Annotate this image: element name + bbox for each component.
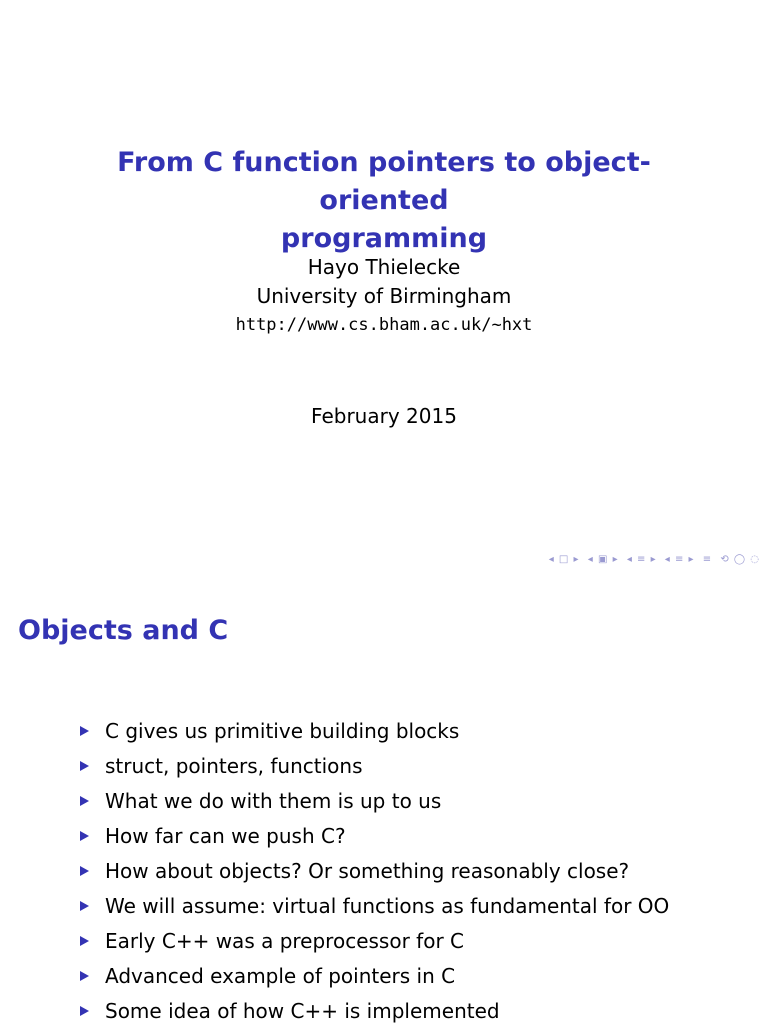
frame-title: Objects and C — [18, 615, 229, 647]
presentation-date: February 2015 — [311, 404, 457, 428]
bullet-item — [80, 958, 669, 993]
bullet-item — [80, 993, 669, 1024]
bullet-text: struct, pointers, functions — [105, 753, 363, 778]
author-url: http://www.cs.bham.ac.uk/~hxt — [235, 315, 533, 335]
bullet-text: How far can we push C? — [105, 823, 346, 848]
presentation-title — [70, 144, 698, 258]
outline-icon[interactable]: ≡ — [702, 554, 713, 565]
bullet-item — [80, 713, 669, 748]
bullet-text: What we do with them is up to us — [105, 788, 442, 813]
triangle-bullet-icon — [80, 796, 89, 806]
subsection-navigation-icon[interactable]: ◂ ≡ ▸ — [626, 554, 657, 565]
bullet-text: We will assume: virtual functions as fundamental for OO — [105, 893, 670, 918]
author-information — [0, 253, 768, 340]
section-navigation-icon[interactable]: ◂ ▣ ▸ — [587, 554, 619, 565]
triangle-bullet-icon — [80, 1006, 89, 1016]
objects-and-c-slide — [0, 576, 768, 1024]
bullet-item — [80, 783, 669, 818]
bullet-item — [80, 923, 669, 958]
institution-name: University of Birmingham — [256, 284, 512, 308]
triangle-bullet-icon — [80, 936, 89, 946]
title-line-one: From C function pointers to object-oriented — [117, 147, 651, 217]
bullet-item — [80, 748, 669, 783]
triangle-bullet-icon — [80, 866, 89, 876]
triangle-bullet-icon — [80, 831, 89, 841]
bullet-text: How about objects? Or something reasonably close? — [105, 858, 630, 883]
bullet-text: Early C++ was a preprocessor for C — [105, 928, 464, 953]
triangle-bullet-icon — [80, 761, 89, 771]
bullet-text: C gives us primitive building blocks — [105, 718, 460, 743]
author-name: Hayo Thielecke — [307, 255, 461, 279]
search-and-appendix-icon[interactable]: ⟲ ◯ ◌ — [720, 554, 760, 565]
title-line-two: programming — [280, 223, 488, 255]
bullet-text: Advanced example of pointers in C — [105, 963, 456, 988]
triangle-bullet-icon — [80, 901, 89, 911]
objects-bullet-list — [80, 713, 669, 1024]
bullet-item — [80, 853, 669, 888]
slide-navigation-icon[interactable]: ◂ ≡ ▸ — [664, 554, 695, 565]
beamer-navigation-symbols — [545, 554, 760, 565]
bullet-item — [80, 888, 669, 923]
triangle-bullet-icon — [80, 726, 89, 736]
triangle-bullet-icon — [80, 971, 89, 981]
bullet-item — [80, 818, 669, 853]
frame-navigation-icon[interactable]: ◂ □ ▸ — [548, 554, 580, 565]
bullet-text: Some idea of how C++ is implemented — [105, 998, 500, 1023]
